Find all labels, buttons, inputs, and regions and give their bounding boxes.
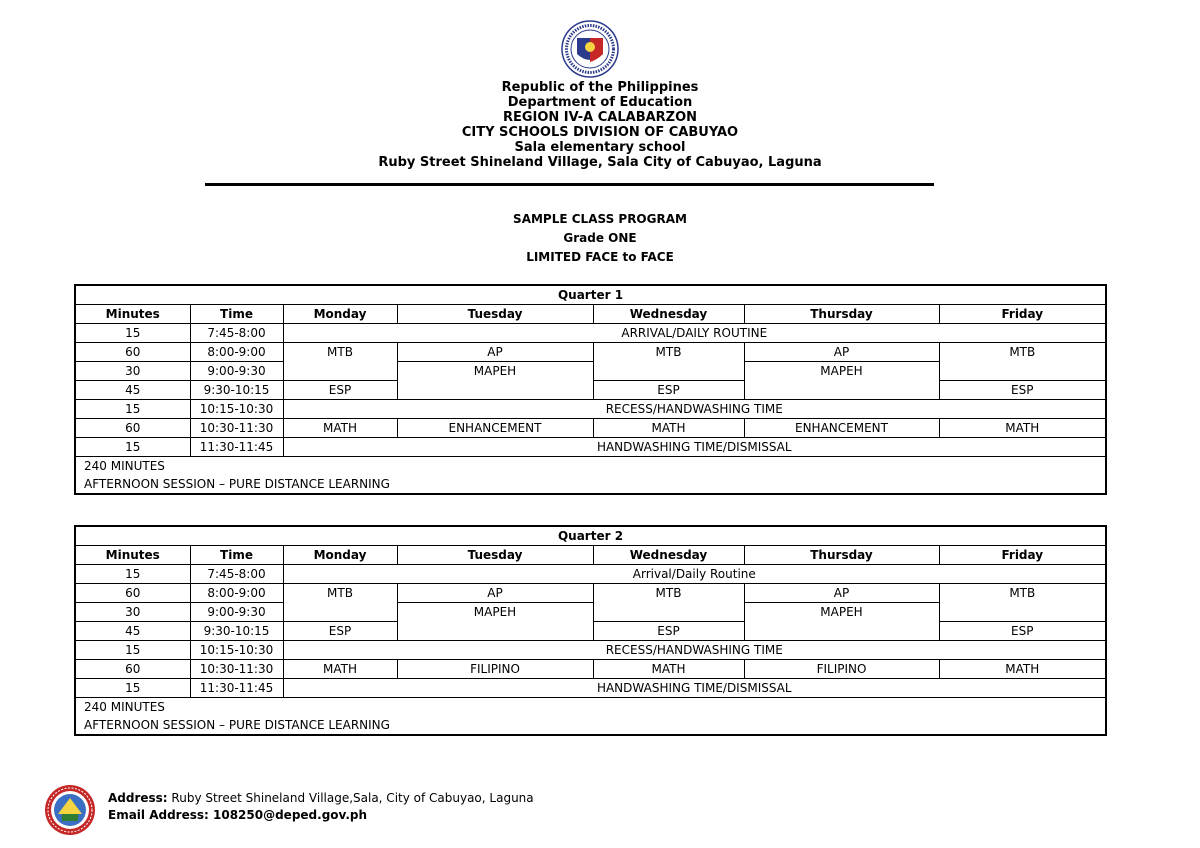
tuesday-subject-cell: MAPEH [397, 362, 593, 400]
time-cell: 9:00-9:30 [190, 362, 283, 381]
col-time: Time [190, 305, 283, 324]
table-row [75, 324, 1106, 343]
minutes-cell: 15 [75, 438, 190, 457]
col-time: Time [190, 546, 283, 565]
monday-subject-cell: MTB [283, 584, 397, 622]
footer-address-line [108, 790, 534, 807]
time-cell: 10:30-11:30 [190, 419, 283, 438]
wednesday-subject-cell: MTB [593, 343, 744, 381]
wednesday-subject-cell: MATH [593, 660, 744, 679]
quarter-title: Quarter 2 [75, 526, 1106, 546]
wednesday-subject-cell: ESP [593, 381, 744, 400]
time-cell: 9:30-10:15 [190, 622, 283, 641]
activity-cell: RECESS/HANDWASHING TIME [283, 641, 1106, 660]
col-thursday: Thursday [744, 546, 939, 565]
thursday-subject-cell: MAPEH [744, 603, 939, 641]
afternoon-session-note: AFTERNOON SESSION – PURE DISTANCE LEARNING [75, 475, 1106, 494]
footer-email-line [108, 807, 534, 824]
col-wednesday: Wednesday [593, 546, 744, 565]
activity-cell: ARRIVAL/DAILY ROUTINE [283, 324, 1106, 343]
minutes-cell: 60 [75, 584, 190, 603]
quarter-1-schedule-table [74, 284, 1107, 495]
thursday-subject-cell: AP [744, 343, 939, 362]
letterhead [0, 80, 1200, 170]
monday-subject-cell: ESP [283, 381, 397, 400]
time-cell: 10:15-10:30 [190, 641, 283, 660]
quarter-title: Quarter 1 [75, 285, 1106, 305]
wednesday-subject-cell: MTB [593, 584, 744, 622]
col-minutes: Minutes [75, 305, 190, 324]
header-divider [205, 183, 934, 186]
minutes-cell: 15 [75, 565, 190, 584]
total-minutes-note: 240 MINUTES [75, 698, 1106, 717]
time-cell: 10:30-11:30 [190, 660, 283, 679]
time-cell: 8:00-9:00 [190, 584, 283, 603]
monday-subject-cell: MTB [283, 343, 397, 381]
time-cell: 11:30-11:45 [190, 679, 283, 698]
monday-subject-cell: MATH [283, 419, 397, 438]
thursday-subject-cell: FILIPINO [744, 660, 939, 679]
wednesday-subject-cell: ESP [593, 622, 744, 641]
thursday-subject-cell: AP [744, 584, 939, 603]
title-line-program: SAMPLE CLASS PROGRAM [513, 212, 687, 226]
friday-subject-cell: MTB [939, 343, 1106, 381]
col-wednesday: Wednesday [593, 305, 744, 324]
minutes-cell: 60 [75, 660, 190, 679]
column-header-row [75, 305, 1106, 324]
time-cell: 7:45-8:00 [190, 324, 283, 343]
friday-subject-cell: ESP [939, 622, 1106, 641]
col-friday: Friday [939, 305, 1106, 324]
time-cell: 10:15-10:30 [190, 400, 283, 419]
total-minutes-note: 240 MINUTES [75, 457, 1106, 476]
col-minutes: Minutes [75, 546, 190, 565]
header-line-division: CITY SCHOOLS DIVISION OF CABUYAO [461, 125, 739, 140]
monday-subject-cell: ESP [283, 622, 397, 641]
table-row [75, 343, 1106, 362]
time-cell: 8:00-9:00 [190, 343, 283, 362]
col-tuesday: Tuesday [397, 305, 593, 324]
minutes-cell: 45 [75, 622, 190, 641]
address-value: Ruby Street Shineland Village,Sala, City of Cabuyao, Laguna [167, 791, 534, 805]
thursday-subject-cell: ENHANCEMENT [744, 419, 939, 438]
monday-subject-cell: MATH [283, 660, 397, 679]
quarter-2-schedule-table [74, 525, 1107, 736]
friday-subject-cell: ESP [939, 381, 1106, 400]
activity-cell: HANDWASHING TIME/DISMISSAL [283, 679, 1106, 698]
time-cell: 9:30-10:15 [190, 381, 283, 400]
table-row [75, 641, 1106, 660]
time-cell: 11:30-11:45 [190, 438, 283, 457]
table-row [75, 419, 1106, 438]
deped-seal-icon [561, 20, 619, 78]
minutes-cell: 15 [75, 400, 190, 419]
program-title [0, 210, 1200, 267]
friday-subject-cell: MTB [939, 584, 1106, 622]
wednesday-subject-cell: MATH [593, 419, 744, 438]
time-cell: 9:00-9:30 [190, 603, 283, 622]
tuesday-subject-cell: AP [397, 584, 593, 603]
activity-cell: RECESS/HANDWASHING TIME [283, 400, 1106, 419]
header-line-region: REGION IV-A CALABARZON [502, 110, 698, 125]
minutes-cell: 15 [75, 679, 190, 698]
table-row [75, 679, 1106, 698]
title-line-modality: LIMITED FACE to FACE [526, 250, 674, 264]
minutes-cell: 15 [75, 324, 190, 343]
friday-subject-cell: MATH [939, 419, 1106, 438]
header-line-department: Department of Education [507, 95, 693, 110]
col-friday: Friday [939, 546, 1106, 565]
email-label: Email Address: [108, 808, 209, 822]
header-line-address: Ruby Street Shineland Village, Sala City of Cabuyao, Laguna [378, 155, 822, 170]
activity-cell: HANDWASHING TIME/DISMISSAL [283, 438, 1106, 457]
tuesday-subject-cell: ENHANCEMENT [397, 419, 593, 438]
time-cell: 7:45-8:00 [190, 565, 283, 584]
activity-cell: Arrival/Daily Routine [283, 565, 1106, 584]
email-value: 108250@deped.gov.ph [208, 808, 368, 822]
friday-subject-cell: MATH [939, 660, 1106, 679]
title-line-grade: Grade ONE [563, 231, 637, 245]
afternoon-session-note: AFTERNOON SESSION – PURE DISTANCE LEARNING [75, 716, 1106, 735]
header-line-republic: Republic of the Philippines [501, 80, 699, 95]
column-header-row [75, 546, 1106, 565]
minutes-cell: 30 [75, 603, 190, 622]
header-line-school: Sala elementary school [514, 140, 686, 155]
table-row [75, 400, 1106, 419]
col-thursday: Thursday [744, 305, 939, 324]
col-tuesday: Tuesday [397, 546, 593, 565]
minutes-cell: 60 [75, 343, 190, 362]
minutes-cell: 30 [75, 362, 190, 381]
table-row [75, 565, 1106, 584]
table-row [75, 660, 1106, 679]
col-monday: Monday [283, 305, 397, 324]
col-monday: Monday [283, 546, 397, 565]
minutes-cell: 15 [75, 641, 190, 660]
tuesday-subject-cell: FILIPINO [397, 660, 593, 679]
address-label: Address: [108, 791, 168, 805]
table-row [75, 584, 1106, 603]
footer-contact [108, 790, 534, 824]
thursday-subject-cell: MAPEH [744, 362, 939, 400]
minutes-cell: 45 [75, 381, 190, 400]
minutes-cell: 60 [75, 419, 190, 438]
tuesday-subject-cell: AP [397, 343, 593, 362]
table-row [75, 438, 1106, 457]
school-logo-icon [44, 784, 96, 836]
tuesday-subject-cell: MAPEH [397, 603, 593, 641]
